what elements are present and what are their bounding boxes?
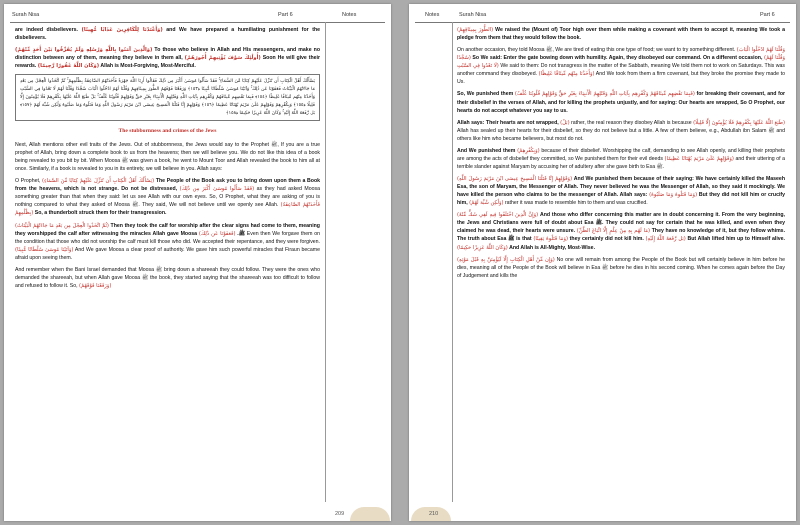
right-para-3: So, We punished them (فَبِمَا نَقْضِهِم مِّيثَاقَهُمْ وَكُفْرِهِم بِآيَاتِ اللَّهِ وَقَتْلِهِمُ الْأَنبِيَاءَ بِغَيْرِ حَقٍّ وَقَوْلِهِمْ قُلُوبُنَا غُلْفٌ) for breaking their covenant, and for their disbelief in the verses of Allah, and for killing the prophets unjustly, and for saying: Our hearts are wrapped, So O Prophet, our hearts do not accept whatever you say to us. <box>457 91 786 114</box>
left-header-title: Surah Nisa <box>12 12 40 18</box>
right-header-part: Part 6 <box>760 12 775 18</box>
right-header-title: Surah Nisa <box>459 12 487 18</box>
left-para-2: (وَالَّذِينَ آمَنُوا بِاللَّهِ وَرُسُلِهِ وَلَمْ يُفَرِّقُوا بَيْنَ أَحَدٍ مِّنْهُمْ) To those who believe in Allah and His messengers, and make no distinction between any of them, meaning they believe in them all, (أُولَٰئِكَ سَوْفَ يُؤْتِيهِمْ أُجُورَهُمْ) Soon He will give their rewards. (وَكَانَ اللَّهُ غَفُورًا رَّحِيمًا) Allah is Most-Forgiving, Most-Merciful. <box>15 47 320 70</box>
left-para-5: (ثُمَّ اتَّخَذُوا الْعِجْلَ مِن بَعْدِ مَا جَاءَتْهُمُ الْبَيِّنَاتُ) Then they took the calf for worship after the clear signs had come to them, meaning they worshipped the calf after witnessing the miracles Allah gave Moosa ﷺ. (فَعَفَوْنَا عَن ذَٰلِكَ) Even then We forgave them on the condition that those who did not worship the calf must kill those who did. We accepted their repentance, and they were forgiven. (وَآتَيْنَا مُوسَىٰ سُلْطَانًا مُّبِينًا) And We gave Moosa a clear proof of authority. We gave him such powerful miracles that Firaun became afraid upon seeing them. <box>15 222 320 261</box>
left-para-6: And remember when the Bani Israel demanded that Moosa ﷺ bring down a shareeah they could follow. They were the ones who demanded the shareeah, but when Allah gave Moosa ﷺ the book, they started saying that the shareeah was too difficult to follow and refused to follow it. So, (وَرَفَعْنَا فَوْقَهُمُ) <box>15 266 320 289</box>
right-para-6: (وَقَوْلِهِمْ إِنَّا قَتَلْنَا الْمَسِيحَ عِيسَى ابْنَ مَرْيَمَ رَسُولَ اللَّهِ) And We punished them because of their saying: We have certainly killed the Maseeh Esa, the son of Maryam, the Messenger of Allah. They never believed he was the Messenger of Allah, so they said it mockingly. We have killed the person who claims to be the messenger of Allah. Allah says: (وَمَا قَتَلُوهُ وَمَا صَلَبُوهُ) But they did not kill him or crucify him, (وَلَٰكِن شُبِّهَ لَهُمْ) rather it was made to resemble him to them and was crucified. <box>457 176 786 207</box>
right-text-column <box>457 26 785 284</box>
right-para-5: And We punished them (وَبِكُفْرِهِمْ) because of their disbelief. Worshipping the calf, demanding to see Allah openly, and killing their prophets are among the acts of disbelief they committed, so We punished them for their evil deeds (وَقَوْلِهِمْ عَلَىٰ مَرْيَمَ بُهْتَانًا عَظِيمًا) and their uttering of a terrible slander against Maryam by accusing her of adultery after she gave birth to Esa ﷺ. <box>457 147 785 170</box>
left-header-notes: Notes <box>342 12 357 18</box>
right-page-number: 210 <box>429 511 439 517</box>
right-para-7: (وَإِنَّ الَّذِينَ اخْتَلَفُوا فِيهِ لَفِي شَكٍّ مِّنْهُ) And those who differ concerning this matter are in doubt concerning it. From the very beginning, the Jews and Christians were full of doubt about Esa ﷺ. They could not say for certain that he was killed, and even when they claimed he was dead, their hearts were unsure. (مَا لَهُم بِهِ مِنْ عِلْمٍ إِلَّا اتِّبَاعَ الظَّنِّ) They have no knowledge of it, but they follow whims. The truth about Esa ﷺ is that (وَمَا قَتَلُوهُ يَقِينًا) they certainly did not kill him. (بَل رَّفَعَهُ اللَّهُ إِلَيْهِ) But Allah lifted him up to Himself alive. (وَكَانَ اللَّهُ عَزِيزًا حَكِيمًا) And Allah is All-Mighty, Most-Wise. <box>457 212 786 251</box>
left-para-1: are indeed disbelievers. (وَأَعْتَدْنَا لِلْكَافِرِينَ عَذَابًا مُّهِينًا) and We have prepared a humiliating punishment for the disbelievers. <box>15 27 321 42</box>
section-title: The stubbornness and crimes of the Jews <box>118 128 217 135</box>
right-para-8: (وَإِن مِّنْ أَهْلِ الْكِتَابِ إِلَّا لَيُؤْمِنَنَّ بِهِ قَبْلَ مَوْتِهِ) No one will remain from among the People of the Book but will certainly believe in him before he dies, meaning all of the People of the Book will believe in Esa ﷺ before he dies in his second coming. When he comes again before the Day of Judgement and kills the <box>457 256 785 279</box>
left-notes-divider <box>325 22 326 502</box>
right-page <box>409 4 796 521</box>
left-text-column <box>15 26 320 294</box>
left-header-part: Part 6 <box>278 12 293 18</box>
right-notes-divider <box>452 22 453 502</box>
left-para-3: Next, Allah mentions other evil traits of the Jews. Out of stubbornness, the Jews would say to the Prophet ﷺ, If you are a true prophet of Allah, bring down a complete book to us from the heavens; then we will believe you. We do not like this idea of a book being revealed to you bit by bit. When Moosa ﷺ was given a book, he went to Mount Toor and Allah revealed the book to him all at once. Similarly, if a book is revealed to you in its entirety, we will believe in you. Allah says: <box>15 141 320 173</box>
right-header-notes: Notes <box>425 12 440 18</box>
right-para-1: (الطُّورَ بِمِيثَاقِهِمْ) We raised the (Mount of) Toor high over them while making a covenant with them to accept it, meaning We took a pledge from them that they would follow the book. <box>457 27 785 42</box>
left-page-header <box>10 10 385 23</box>
quran-verse-box: يَسْأَلُكَ أَهْلُ الْكِتَابِ أَن تُنَزِّلَ عَلَيْهِمْ كِتَابًا مِّنَ السَّمَاءِ ۚ فَقَدْ سَأَلُوا مُوسَىٰ أَكْبَرَ مِن ذَٰلِكَ فَقَالُوا أَرِنَا اللَّهَ جَهْرَةً فَأَخَذَتْهُمُ الصَّاعِقَةُ بِظُلْمِهِمْ ۚ ثُمَّ اتَّخَذُوا الْعِجْلَ مِن بَعْدِ مَا جَاءَتْهُمُ الْبَيِّنَاتُ فَعَفَوْنَا عَن ذَٰلِكَ ۚ وَآتَيْنَا مُوسَىٰ سُلْطَانًا مُّبِينًا ﴿١٥٣﴾ وَرَفَعْنَا فَوْقَهُمُ الطُّورَ بِمِيثَاقِهِمْ وَقُلْنَا لَهُمُ ادْخُلُوا الْبَابَ سُجَّدًا وَقُلْنَا لَهُمْ لَا تَعْدُوا فِي السَّبْتِ وَأَخَذْنَا مِنْهُم مِّيثَاقًا غَلِيظًا ﴿١٥٤﴾ فَبِمَا نَقْضِهِم مِّيثَاقَهُمْ وَكُفْرِهِم بِآيَاتِ اللَّهِ وَقَتْلِهِمُ الْأَنبِيَاءَ بِغَيْرِ حَقٍّ وَقَوْلِهِمْ قُلُوبُنَا غُلْفٌ ۚ بَلْ طَبَعَ اللَّهُ عَلَيْهَا بِكُفْرِهِمْ فَلَا يُؤْمِنُونَ إِلَّا قَلِيلًا ﴿١٥٥﴾ وَبِكُفْرِهِمْ وَقَوْلِهِمْ عَلَىٰ مَرْيَمَ بُهْتَانًا عَظِيمًا ﴿١٥٦﴾ وَقَوْلِهِمْ إِنَّا قَتَلْنَا الْمَسِيحَ عِيسَى ابْنَ مَرْيَمَ رَسُولَ اللَّهِ وَمَا قَتَلُوهُ وَمَا صَلَبُوهُ وَلَٰكِن شُبِّهَ لَهُمْ ﴿١٥٧﴾ بَل رَّفَعَهُ اللَّهُ إِلَيْهِ ۚ وَكَانَ اللَّهُ عَزِيزًا حَكِيمًا ﴿١٥٨﴾ <box>15 74 320 121</box>
right-page-header <box>415 10 790 23</box>
left-para-4: O Prophet, (يَسْأَلُكَ أَهْلُ الْكِتَابِ أَن تُنَزِّلَ عَلَيْهِمْ كِتَابًا مِّنَ السَّمَاءِ) The People of the Book ask you to bring down upon them a Book from the heavens, which is not strange. Do not be distressed, (فَقَدْ سَأَلُوا مُوسَىٰ أَكْبَرَ مِن ذَٰلِكَ) as they had asked Moosa something greater than that when they said: let us see Allah with our own eyes. So, O Prophet, what they are asking of you is nothing compared to what they asked of Moosa ﷺ. They said, We will not believe until we openly see Allah. (فَأَخَذَتْهُمُ الصَّاعِقَةُ بِظُلْمِهِمْ) So, a thunderbolt struck them for their transgression. <box>15 178 321 217</box>
right-para-4: Allah says: Their hearts are not wrapped, (بَلْ) rather, the real reason they disobey Allah is because (طَبَعَ اللَّهُ عَلَيْهَا بِكُفْرِهِمْ فَلَا يُؤْمِنُونَ إِلَّا قَلِيلًا) Allah has sealed up their hearts for their disbelief, so they do not believe but a little. A few of them believe, e.g., Abdullah ibn Salam ﷺ and others like him who became believers, but most do not. <box>457 119 785 142</box>
left-page <box>4 4 391 521</box>
right-para-2: On another occasion, they told Moosa ﷺ, We are tired of eating this one type of food; we want to try something different. (وَقُلْنَا لَهُمُ ادْخُلُوا الْبَابَ سُجَّدًا) So We said: Enter the gate bowing down with humility. Again, they disobeyed our command. On a different occasion, (وَقُلْنَا لَهُمْ لَا تَعْدُوا فِي السَّبْتِ) We said to them: Do not transgress in the matter of the Sabbath, meaning We told them not to work on Saturdays. This was another command they disobeyed. (وَأَخَذْنَا مِنْهُم مِّيثَاقًا غَلِيظًا) And We took from them a firm covenant, but they broke the promise they made to Us. <box>457 47 786 86</box>
left-page-number: 209 <box>335 511 345 517</box>
left-page-tab <box>350 507 390 521</box>
